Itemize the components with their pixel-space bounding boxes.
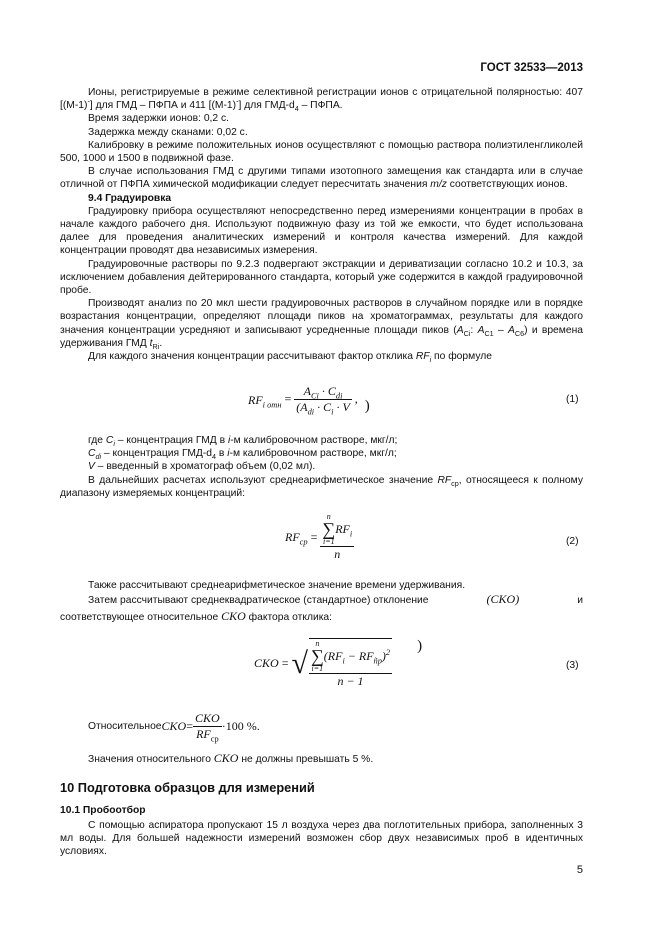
relative-cko-formula: Относительное CKO = $\frac{\text{CKO}}{RF_{ср}}$ ·100 %.	[88, 711, 260, 744]
paragraph-response-factor: Для каждого значения концентрации рассчитывают фактор отклика $RF_i$ по формуле	[88, 351, 492, 365]
paragraph-isotope: В случае использования ГМД с другими типами изотопного замещения как стандарта или в случае отличной от ПФПА химической модификации следует пересчитать значения m/z соответствующих ионов.	[60, 166, 583, 191]
text-block-sampling	[60, 819, 583, 859]
paragraph-solutions: Градуировочные растворы по 9.2.3 подвергают экстракции и дериватизации согласно 10.2 и 10.3, за исключением добавления дейтерированного стандарта, который уже содержится в каждой градуировочной пробе.	[60, 258, 583, 297]
equation-1: $RF_{i отн}$ = $\frac{A_{Ci} \cdot C_{di}}{(A_{di} \cdot C_i \cdot V}$ , )	[248, 384, 370, 417]
text-block-limit	[60, 752, 583, 766]
document-header: ГОСТ 32533—2013	[480, 62, 583, 74]
section-title-9-4: 9.4 Градуировка	[88, 192, 172, 204]
text-block-ions	[60, 86, 583, 363]
where-line-1: где $C_i$ – концентрация ГМД в i-м калибровочном растворе, мкг/л;	[88, 435, 398, 449]
paragraph-calibration: Калибровку в режиме положительных ионов осуществляют с помощью раствора полиэтиленгликолей 500, 1000 и 1500 в подвижной фазе.	[60, 139, 583, 165]
paragraph-analysis: Производят анализ по 20 мкл шести градуировочных растворов в случайном порядке или в порядке возрастания концентрации, определяют площади пиков на хроматограммах, результаты для каждого значения концентрации усредняют и записывают усредненные площади пиков ($A_{Ci}$: $A_{C1} - A_{C6}$) и времена удерживания ГМД $t_{Ri}$.	[60, 298, 584, 351]
paragraph-cko-limit: Значения относительного CKO не должны превышать 5 %.	[88, 751, 374, 765]
paragraph-scan-delay: Задержка между сканами: 0,02 с.	[88, 126, 248, 138]
paragraph-sampling: С помощью аспиратора пропускают 15 л воздуха через два поглотительных прибора, заполненных 3 мл воды. Для большей надежности измерений возможен сбор двух независимых проб в идентичных условиях.	[60, 820, 583, 858]
paragraph-mean-rf: В дальнейших расчетах используют среднеарифметическое значение $RF_{ср}$, относящееся к полному диапазону измеряемых концентраций:	[60, 474, 583, 499]
paragraph-graduation: Градуировку прибора осуществляют непосредственно перед измерениями концентрации в пробах в начале каждого рабочего дня. Используют подвижную фазу из той же емкости, что будет использована далее для проведения аналитических измерений и контроля качества измерений. Для каждой концентрации проводят два независимых измерения.	[60, 205, 583, 257]
paragraph-cko-line1: Затем рассчитывают среднеквадратическое (стандартное) отклонение (CKO) и	[88, 592, 583, 606]
paragraph-mean-retention: Также рассчитывают среднеарифметическое значение времени удерживания.	[88, 580, 466, 591]
text-block-where	[60, 434, 583, 500]
paragraph-ions: Ионы, регистрируемые в режиме селективной регистрации ионов с отрицательной полярностью: 407 [(M-1)-] для ГМД – ПФПА и 411 [(M-1)-] для ГМД-$d_4$ – ПФПА.	[60, 87, 583, 114]
where-line-2: $C_{di}$ – концентрация ГМД-$d_4$ в i-м калибровочном растворе, мкг/л;	[88, 448, 397, 462]
paragraph-ion-delay: Время задержки ионов: 0,2 с.	[88, 113, 230, 125]
equation-number-1: (1)	[566, 394, 579, 405]
where-line-3: V – введенный в хроматограф объем (0,02 мл).	[88, 461, 316, 473]
text-block-retention	[60, 579, 583, 592]
equation-number-3: (3)	[566, 660, 579, 671]
equation-2: $RF_{cp}$ = n ∑ i=1 $RF_i$ n	[285, 512, 353, 561]
text-block-cko	[60, 593, 583, 624]
equation-3: CKO = √ n ∑ i=1 $(RF_i - RF_{ñp})^2$ n − 1 )	[254, 638, 423, 688]
section-title-10-1: 10.1 Пробоотбор	[60, 805, 146, 816]
section-title-10: 10 Подготовка образцов для измерений	[60, 780, 315, 795]
sqrt-sign: √	[291, 646, 308, 680]
page-number: 5	[576, 864, 583, 876]
paragraph-cko-line2: соответствующее относительное CKO фактора отклика:	[60, 609, 333, 624]
equation-number-2: (2)	[566, 536, 579, 547]
